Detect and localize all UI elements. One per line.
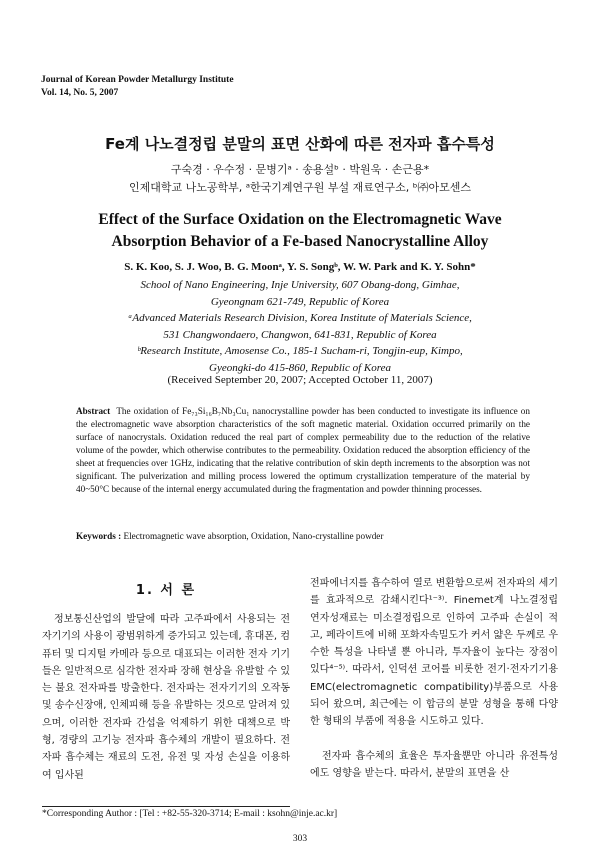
affiliation-line: 531 Changwondaero, Changwon, 641-831, Republic of Korea — [163, 328, 437, 341]
affiliation-line: ᵇResearch Institute, Amosense Co., 185-1 Sucham-ri, Tongjin-eup, Kimpo, — [137, 345, 463, 358]
keywords — [76, 531, 530, 541]
footnote-rule — [42, 806, 290, 807]
affiliation-line: ᵃAdvanced Materials Research Division, Korea Institute of Materials Science, — [128, 312, 472, 325]
english-title-line1: Effect of the Surface Oxidation on the Electromagnetic Wave — [98, 211, 502, 228]
keywords-label: Keywords : — [76, 531, 122, 541]
abstract-label: Abstract — [76, 406, 111, 416]
english-authors: S. K. Koo, S. J. Woo, B. G. Moonᵃ, Y. S. Songᵇ, W. W. Park and K. Y. Sohn* — [124, 261, 476, 273]
korean-title: Fe계 나노결정립 분말의 표면 산화에 따른 전자파 흡수특성 — [105, 135, 495, 153]
abstract — [76, 405, 530, 496]
section-heading: 1. 서 론 — [135, 583, 197, 598]
left-column-paragraph: 정보통신산업의 발달에 따라 고주파에서 사용되는 전자기기의 사용이 광범위하게 증가되고 있는데, 휴대폰, 컴퓨터 및 디지털 카메라 등으로 대표되는 이러한 전자 기기들은 일반적으로 심각한 전자파 장해 현상을 유발할 수 있는 불요 전자파를 방출한다. 전자파는 전자기기의 오작동 및 송수신장애, 인체피해 등을 유발하는 것으로 알려져 있으며, 이러한 전자파 간섭을 억제하기 위한 대책으로 박형, 경량의 고기능 전자파 흡수체의 개발이 필요하다. 전자파 흡수체는 재료의 도전, 유전 및 자성 손실을 이용하여 입사된 — [42, 614, 290, 781]
journal-name: Journal of Korean Powder Metallurgy Institute — [41, 75, 234, 85]
english-title — [0, 209, 600, 253]
keywords-text: Electromagnetic wave absorption, Oxidation, Nano-crystalline powder — [121, 531, 384, 541]
english-title-line2: Absorption Behavior of a Fe-based Nanocrystalline Alloy — [111, 233, 489, 250]
abstract-text: nanocrystalline powder has been conducted to investigate its influence on the electromagnetic wave absorption characteristics of the soft magnetic material. Oxidation occurred primarily on the surface of nanocrystals. Oxidation reduced the real part of complex permeability due to the reduction of the relative volume of the powder, which otherwise contributes to the permeability. Oxidation reduced the absorption efficiency of the sheet at frequencies over 1GHz, indicating that the relative contribution of skin depth increments to the absorption was not significant. The pulverization and milling process lowered the optimum crystallization temperature of the material by 40~50°C because of the internal energy accumulated during the fragmentation and powder thinning processes. — [76, 406, 530, 494]
right-column-paragraph-2: 전자파 흡수체의 효율은 투자율뿐만 아니라 유전특성에도 영향을 받는다. 따라서, 분말의 표면을 산 — [310, 751, 558, 780]
page-number: 303 — [292, 834, 308, 844]
journal-volume: Vol. 14, No. 5, 2007 — [41, 88, 119, 98]
korean-affiliation: 인제대학교 나노공학부, ᵃ한국기계연구원 부설 재료연구소, ᵇ㈜아모센스 — [128, 181, 472, 194]
abstract-formula: Fe₇₃Si₁₆B₇Nb₃Cu₁ — [182, 406, 250, 416]
journal-header — [41, 74, 234, 100]
korean-authors: 구숙경 · 우수정 · 문병기ᵃ · 송용설ᵇ · 박원욱 · 손근용* — [170, 163, 430, 176]
corresponding-author-footnote: *Corresponding Author : [Tel : +82-55-320-3714; E-mail : ksohn@inje.ac.kr] — [42, 809, 338, 819]
right-column-paragraph-1: 전파에너지를 흡수하여 열로 변환함으로써 전자파의 세기를 효과적으로 감쇄시킨다¹⁻³⁾. Finemet계 나노결정립 연자성재료는 미소결정립으로 인하여 고주파 손실이 적고, 페라이트에 비해 포화자속밀도가 커서 얇은 두께로 우수한 특성을 나타낼 뿐 아니라, 투자율이 높다는 장점이 있다⁴⁻⁵⁾. 따라서, 인덕션 코어를 비롯한 전기·전자기기용 EMC(electromagnetic compatibility)부품으로 사용되어 왔으며, 최근에는 이 합금의 분말 성형을 통해 다양한 형태의 부품에 적용을 시도하고 있다. — [310, 578, 558, 728]
received-dates: (Received September 20, 2007; Accepted October 11, 2007) — [167, 374, 433, 386]
affiliation-line: Gyeongnam 621-749, Republic of Korea — [210, 295, 390, 308]
abstract-text-pre: The oxidation of — [116, 406, 183, 416]
affiliation-line: Gyeongki-do 415-860, Republic of Korea — [209, 362, 391, 374]
affiliation-line: School of Nano Engineering, Inje University, 607 Obang-dong, Gimhae, — [140, 279, 460, 291]
